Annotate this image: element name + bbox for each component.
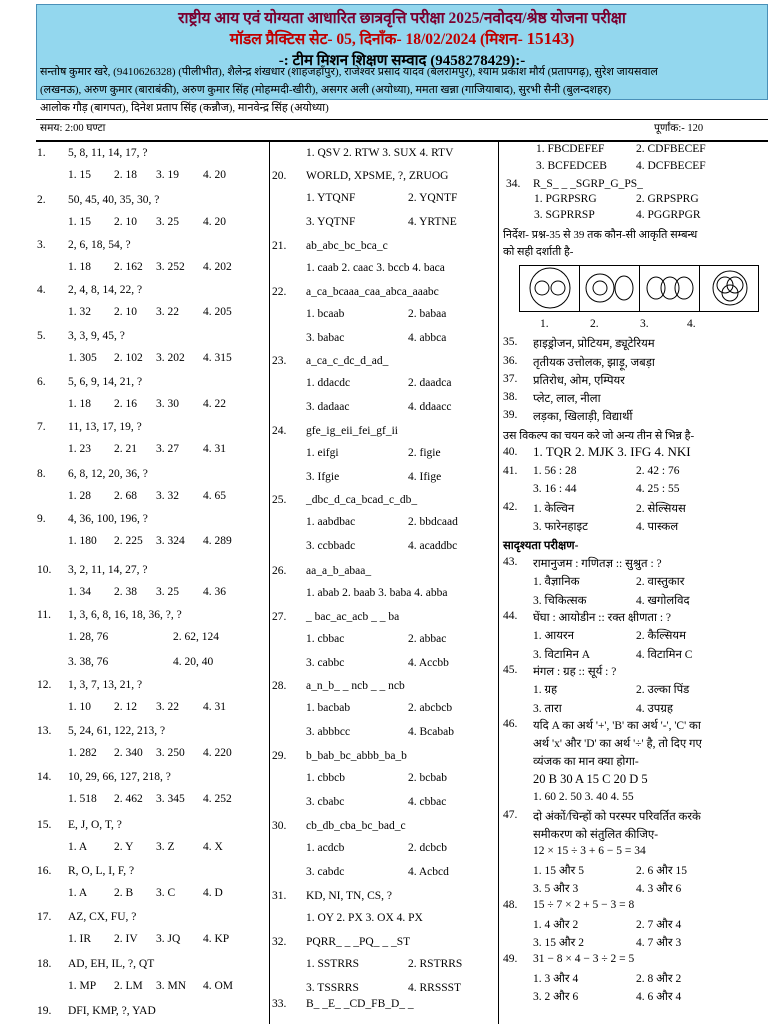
option: 2. 7 और 4 bbox=[636, 919, 682, 931]
option: 2. 8 और 2 bbox=[636, 973, 682, 985]
option: 2. 462 bbox=[114, 793, 143, 805]
question-number: 10. bbox=[37, 564, 52, 576]
question-text: समीकरण को संतुलित कीजिए- bbox=[533, 829, 659, 841]
question-expression: 20 B 30 A 15 C 20 D 5 bbox=[533, 772, 648, 786]
question-number: 45. bbox=[503, 664, 518, 676]
question-number: 6. bbox=[37, 376, 46, 388]
option: 2. daadca bbox=[408, 377, 452, 389]
option: 1. IR bbox=[68, 933, 91, 945]
option: 1. PGRPSRG bbox=[534, 193, 597, 205]
question-text: a_ca_c_dc_d_ad_ bbox=[306, 355, 389, 367]
option: 2. babaa bbox=[408, 308, 447, 320]
option: 1. bcaab bbox=[306, 308, 345, 320]
option-line: 1. 60 2. 50 3. 40 4. 55 bbox=[533, 791, 634, 803]
option: 4. 220 bbox=[203, 747, 232, 759]
option: 3. dadaac bbox=[306, 401, 350, 413]
option: 2. 62, 124 bbox=[173, 631, 219, 643]
total-marks: पूर्णांक:- 120 bbox=[654, 123, 704, 134]
question-text: 1, 3, 6, 8, 16, 18, 36, ?, ? bbox=[68, 609, 182, 621]
question-expression: 15 ÷ 7 × 2 + 5 − 3 = 8 bbox=[533, 899, 635, 911]
question-number: 16. bbox=[37, 865, 52, 877]
teacher-list-line: सन्तोष कुमार खरे, (9410626328) (पीलीभीत), शैलेन्द्र शंखधार (शाहजहाँपुर), राजेश्वर प्रसाद यादव (बलरामपुर), श्याम प्रकाश मौर्य (प्रतापगढ़), सुरेश जायसवाल bbox=[40, 66, 658, 78]
option: 1. YTQNF bbox=[306, 192, 356, 204]
option: 2. 10 bbox=[114, 216, 137, 228]
option: 2. B bbox=[114, 887, 134, 899]
option: 4. Acbcd bbox=[408, 866, 449, 878]
option: 2. GRPSPRG bbox=[636, 193, 699, 205]
question-text: a_ca_bcaaa_caa_abca_aaabc bbox=[306, 286, 439, 298]
option: 3. 22 bbox=[156, 306, 179, 318]
question-text: PQRR_ _ _PQ_ _ _ST bbox=[306, 936, 411, 948]
option: 4. 31 bbox=[203, 443, 226, 455]
option: 3. 15 और 2 bbox=[533, 937, 584, 949]
exam-time: समय: 2:00 घण्टा bbox=[40, 123, 106, 134]
question-text: b_bab_bc_abbb_ba_b bbox=[306, 750, 407, 762]
option: 3. 22 bbox=[156, 701, 179, 713]
question-number: 39. bbox=[503, 409, 518, 421]
figure-label: 2. bbox=[590, 318, 599, 330]
option: 3. 38, 76 bbox=[68, 656, 109, 668]
section-heading: सादृश्यता परीक्षण- bbox=[503, 540, 579, 552]
info-bar bbox=[40, 121, 764, 138]
option: 1. bacbab bbox=[306, 702, 351, 714]
option: 1. केल्विन bbox=[533, 503, 575, 515]
question-number: 34. bbox=[506, 178, 521, 190]
option: 3. cabbc bbox=[306, 657, 345, 669]
question-text: DFI, KMP, ?, YAD bbox=[68, 1005, 156, 1017]
team-name: -: टीम मिशन शिक्षण सम्वाद (9458278429):- bbox=[278, 53, 526, 69]
question-number: 29. bbox=[272, 750, 287, 762]
option: 3. 25 bbox=[156, 586, 179, 598]
option: 3. फारेनहाइट bbox=[533, 521, 588, 533]
question-text: 2, 4, 8, 14, 22, ? bbox=[68, 284, 143, 296]
question-number: 4. bbox=[37, 284, 46, 296]
option: 1. aabdbac bbox=[306, 516, 356, 528]
option: 3. Ifgie bbox=[306, 471, 340, 483]
option: 4. 22 bbox=[203, 398, 226, 410]
question-number: 7. bbox=[37, 421, 46, 433]
question-number: 38. bbox=[503, 391, 518, 403]
direction-text: उस विकल्प का चयन करे जो अन्य तीन से भिन्न है- bbox=[503, 430, 695, 442]
option: 3. SGPRRSP bbox=[534, 209, 595, 221]
question-text: cb_db_cba_bc_bad_c bbox=[306, 820, 406, 832]
question-text: _ bac_ac_acb _ _ ba bbox=[306, 611, 400, 623]
option: 2. वास्तुकार bbox=[636, 576, 685, 588]
option: 1. 518 bbox=[68, 793, 97, 805]
option: 3. 16 : 44 bbox=[533, 483, 577, 495]
question-text: यदि A का अर्थ '+', 'B' का अर्थ '-', 'C' का bbox=[533, 720, 701, 732]
figure-label: 1. bbox=[540, 318, 549, 330]
option: 3. cabdc bbox=[306, 866, 345, 878]
question-number: 47. bbox=[503, 809, 518, 821]
question-text: 1, 3, 7, 13, 21, ? bbox=[68, 679, 143, 691]
question-text: ab_abc_bc_bca_c bbox=[306, 240, 388, 252]
question-text: दो अंकों/चिन्हों को परस्पर परिवर्तित करके bbox=[533, 811, 701, 823]
option: 2. LM bbox=[114, 980, 143, 992]
question-text: व्यंजक का मान क्या होगा- bbox=[533, 756, 639, 768]
option: 4. 252 bbox=[203, 793, 232, 805]
question-text: हाइड्रोजन, प्रोटियम, ड्यूटेरियम bbox=[533, 338, 655, 350]
option: 1. SSTRRS bbox=[306, 958, 360, 970]
option: 1. 15 bbox=[68, 216, 91, 228]
question-number: 13. bbox=[37, 725, 52, 737]
option: 4. उपग्रह bbox=[636, 703, 673, 715]
option: 3. 2 और 6 bbox=[533, 991, 579, 1003]
option: 4. cbbac bbox=[408, 796, 447, 808]
option: 4. 289 bbox=[203, 535, 232, 547]
option: 2. abcbcb bbox=[408, 702, 453, 714]
question-number: 37. bbox=[503, 373, 518, 385]
option-line: 1. abab 2. baab 3. baba 4. abba bbox=[306, 587, 448, 599]
question-number: 11. bbox=[37, 609, 51, 621]
option: 1. 28 bbox=[68, 490, 91, 502]
option: 2. 6 और 15 bbox=[636, 865, 687, 877]
option: 4. 3 और 6 bbox=[636, 883, 682, 895]
option: 3. 25 bbox=[156, 216, 179, 228]
option: 2. figie bbox=[408, 447, 441, 459]
option: 2. abbac bbox=[408, 633, 447, 645]
option: 4. 25 : 55 bbox=[636, 483, 680, 495]
option: 1. 305 bbox=[68, 352, 97, 364]
option: 1. 180 bbox=[68, 535, 97, 547]
question-number: 42. bbox=[503, 501, 518, 513]
option: 2. 225 bbox=[114, 535, 143, 547]
question-number: 2. bbox=[37, 194, 46, 206]
question-text: मंगल : ग्रह :: सूर्य : ? bbox=[533, 666, 617, 678]
question-text: 3, 2, 11, 14, 27, ? bbox=[68, 564, 148, 576]
question-number: 26. bbox=[272, 565, 287, 577]
question-number: 49. bbox=[503, 953, 518, 965]
teacher-list-line: (लखनऊ), अरुण कुमार (बाराबंकी), अरुण कुमार सिंह (मोहम्मदी-खीरी), असगर अली (अयोध्या), ममता खन्ना (गाजियाबाद), सुरभी सैनी (बुलन्दशहर) bbox=[40, 84, 611, 96]
question-text: B_ _E_ _CD_FB_D_ _ bbox=[306, 998, 414, 1010]
option: 4. abbca bbox=[408, 332, 447, 344]
mission-number: 15143 bbox=[526, 29, 570, 48]
venn-figure-options bbox=[519, 265, 759, 312]
divider bbox=[36, 119, 768, 120]
question-text: 2, 6, 18, 54, ? bbox=[68, 239, 131, 251]
option: 4. 36 bbox=[203, 586, 226, 598]
option: 3. 345 bbox=[156, 793, 185, 805]
option: 1. 15 और 5 bbox=[533, 865, 584, 877]
question-text: 3, 3, 9, 45, ? bbox=[68, 330, 125, 342]
question-text: KD, NI, TN, CS, ? bbox=[306, 890, 393, 902]
option: 4. 20 bbox=[203, 169, 226, 181]
option: 3. 32 bbox=[156, 490, 179, 502]
option: 4. 202 bbox=[203, 261, 232, 273]
option: 3. विटामिन A bbox=[533, 649, 591, 661]
question-text: रामानुजम : गणितज्ञ :: सुश्रुत : ? bbox=[533, 558, 662, 570]
direction-text: निर्देश- प्रश्न-35 से 39 तक कौन-सी आकृति सम्बन्ध bbox=[503, 229, 698, 241]
option: 3. JQ bbox=[156, 933, 181, 945]
column-divider bbox=[269, 142, 270, 1024]
question-number: 30. bbox=[272, 820, 287, 832]
option: 1. वैज्ञानिक bbox=[533, 576, 580, 588]
option: 2. IV bbox=[114, 933, 138, 945]
option: 1. eifgi bbox=[306, 447, 339, 459]
question-text: 6, 8, 12, 20, 36, ? bbox=[68, 468, 148, 480]
option: 1. 18 bbox=[68, 398, 91, 410]
option-line: 1. caab 2. caac 3. bccb 4. baca bbox=[306, 262, 445, 274]
question-text: gfe_ig_eii_fei_gf_ii bbox=[306, 425, 398, 437]
question-number: 40. bbox=[503, 446, 518, 458]
question-number: 41. bbox=[503, 465, 518, 477]
practice-set-title: मॉडल प्रैक्टिस सेट- 05, दिनाँक- 18/02/2024 (मिशन- 15143) bbox=[229, 29, 575, 48]
option: 2. 102 bbox=[114, 352, 143, 364]
venn-figure-3 bbox=[640, 266, 700, 311]
question-number: 33. bbox=[272, 998, 287, 1010]
option: 2. सेल्सियस bbox=[636, 503, 686, 515]
question-number: 48. bbox=[503, 899, 518, 911]
option: 3. चिकित्सक bbox=[533, 595, 587, 607]
option: 4. PGGRPGR bbox=[636, 209, 701, 221]
option: 3. YQTNF bbox=[306, 216, 356, 228]
option: 2. 12 bbox=[114, 701, 137, 713]
option: 2. 21 bbox=[114, 443, 137, 455]
option: 4. OM bbox=[203, 980, 234, 992]
option: 1. FBCDEFEF bbox=[536, 143, 605, 155]
question-number: 23. bbox=[272, 355, 287, 367]
option: 2. 68 bbox=[114, 490, 137, 502]
question-text: 5, 8, 11, 14, 17, ? bbox=[68, 147, 148, 159]
question-text: 5, 6, 9, 14, 21, ? bbox=[68, 376, 143, 388]
option: 3. abbbcc bbox=[306, 726, 351, 738]
option: 4. 20 bbox=[203, 216, 226, 228]
question-number: 46. bbox=[503, 718, 518, 730]
question-text: अर्थ 'x' और 'D' का अर्थ '÷' है, तो दिए गए bbox=[533, 738, 702, 750]
option: 1. ddacdc bbox=[306, 377, 351, 389]
question-text: a_n_b_ _ ncb _ _ ncb bbox=[306, 680, 405, 692]
option: 1. cbbac bbox=[306, 633, 345, 645]
question-text: तृतीयक उत्तोलक, झाड़ू, जबड़ा bbox=[533, 357, 655, 369]
q19-options: 1. QSV 2. RTW 3. SUX 4. RTV bbox=[306, 147, 454, 159]
option: 4. Accbb bbox=[408, 657, 449, 669]
option: 2. CDFBECEF bbox=[636, 143, 706, 155]
question-text: 5, 24, 61, 122, 213, ? bbox=[68, 725, 166, 737]
option: 4. 20, 40 bbox=[173, 656, 214, 668]
option-line: 1. OY 2. PX 3. OX 4. PX bbox=[306, 912, 423, 924]
venn-figure-1 bbox=[520, 266, 580, 311]
exam-title: राष्ट्रीय आय एवं योग्यता आधारित छात्रवृत्ति परीक्षा 2025/नवोदय/श्रेष्ठ योजना परीक्षा bbox=[178, 10, 626, 27]
question-number: 1. bbox=[37, 147, 46, 159]
question-number: 20. bbox=[272, 170, 287, 182]
question-number: 5. bbox=[37, 330, 46, 342]
figure-label: 3. bbox=[640, 318, 649, 330]
option: 2. कैल्सियम bbox=[636, 630, 686, 642]
question-number: 36. bbox=[503, 355, 518, 367]
option: 4. RRSSST bbox=[408, 982, 462, 994]
divider bbox=[36, 140, 768, 142]
venn-figure-4 bbox=[700, 266, 760, 311]
option: 2. Y bbox=[114, 841, 134, 853]
option: 4. 31 bbox=[203, 701, 226, 713]
question-text: WORLD, XPSME, ?, ZRUOG bbox=[306, 170, 449, 182]
question-text: AZ, CX, FU, ? bbox=[68, 911, 137, 923]
question-text: _dbc_d_ca_bcad_c_db_ bbox=[306, 494, 418, 506]
option: 3. 5 और 3 bbox=[533, 883, 579, 895]
option: 2. bcbab bbox=[408, 772, 447, 784]
option: 2. bbdcaad bbox=[408, 516, 458, 528]
option: 4. DCFBECEF bbox=[636, 160, 706, 172]
question-text: 10, 29, 66, 127, 218, ? bbox=[68, 771, 171, 783]
question-number: 43. bbox=[503, 556, 518, 568]
question-number: 22. bbox=[272, 286, 287, 298]
option: 4. Ifige bbox=[408, 471, 442, 483]
question-text: R, O, L, I, F, ? bbox=[68, 865, 135, 877]
option: 4. खगोलविद bbox=[636, 595, 690, 607]
option: 1. cbbcb bbox=[306, 772, 345, 784]
option: 4. 205 bbox=[203, 306, 232, 318]
teacher-list-line: आलोक गौड़ (बागपत), दिनेश प्रताप सिंह (कन्नौज), मानवेन्द्र सिंह (अयोध्या) bbox=[40, 102, 329, 114]
option: 2. 162 bbox=[114, 261, 143, 273]
question-text: लड़का, खिलाड़ी, विद्यार्थी bbox=[533, 411, 633, 423]
option: 4. विटामिन C bbox=[636, 649, 693, 661]
option: 3. 202 bbox=[156, 352, 185, 364]
question-expression: 12 × 15 ÷ 3 + 6 − 5 = 34 bbox=[533, 845, 646, 857]
question-text: घेंघा : आयोडीन :: रक्त क्षीणता : ? bbox=[533, 612, 671, 624]
option: 1. MP bbox=[68, 980, 97, 992]
option: 4. D bbox=[203, 887, 223, 899]
option: 1. 34 bbox=[68, 586, 91, 598]
option: 1. 28, 76 bbox=[68, 631, 109, 643]
option: 3. 250 bbox=[156, 747, 185, 759]
question-number: 15. bbox=[37, 819, 52, 831]
option: 1. 10 bbox=[68, 701, 91, 713]
option: 2. 18 bbox=[114, 169, 137, 181]
question-text: प्लेट, लाल, नीला bbox=[533, 393, 601, 405]
option: 4. YRTNE bbox=[408, 216, 457, 228]
option: 1. A bbox=[68, 841, 88, 853]
option: 2. 16 bbox=[114, 398, 137, 410]
option: 2. YQNTF bbox=[408, 192, 458, 204]
option: 3. babac bbox=[306, 332, 345, 344]
question-text: प्रतिरोध, ओम, एम्पियर bbox=[533, 375, 625, 387]
option: 4. 65 bbox=[203, 490, 226, 502]
option: 3. ccbbadc bbox=[306, 540, 356, 552]
option: 4. 6 और 4 bbox=[636, 991, 682, 1003]
option: 2. RSTRRS bbox=[408, 958, 463, 970]
question-number: 12. bbox=[37, 679, 52, 691]
option: 1. 23 bbox=[68, 443, 91, 455]
option: 1. 282 bbox=[68, 747, 97, 759]
question-text: 1. TQR 2. MJK 3. IFG 4. NKI bbox=[533, 444, 691, 459]
option: 4. 7 और 3 bbox=[636, 937, 682, 949]
question-number: 17. bbox=[37, 911, 52, 923]
option: 3. cbabc bbox=[306, 796, 345, 808]
option: 2. उल्का पिंड bbox=[636, 684, 690, 696]
question-number: 21. bbox=[272, 240, 287, 252]
question-number: 25. bbox=[272, 494, 287, 506]
option: 2. 10 bbox=[114, 306, 137, 318]
question-number: 14. bbox=[37, 771, 52, 783]
option: 1. 56 : 28 bbox=[533, 465, 577, 477]
option: 2. 42 : 76 bbox=[636, 465, 680, 477]
option: 3. C bbox=[156, 887, 176, 899]
question-number: 8. bbox=[37, 468, 46, 480]
option: 2. dcbcb bbox=[408, 842, 447, 854]
option: 4. पास्कल bbox=[636, 521, 679, 533]
question-number: 3. bbox=[37, 239, 46, 251]
question-text: aa_a_b_abaa_ bbox=[306, 565, 372, 577]
question-text: E, J, O, T, ? bbox=[68, 819, 122, 831]
option: 3. BCFEDCEB bbox=[536, 160, 607, 172]
option: 1. 32 bbox=[68, 306, 91, 318]
option: 2. 340 bbox=[114, 747, 143, 759]
question-number: 24. bbox=[272, 425, 287, 437]
question-number: 31. bbox=[272, 890, 287, 902]
option: 3. Z bbox=[156, 841, 175, 853]
question-expression: 31 − 8 × 4 − 3 ÷ 2 = 5 bbox=[533, 953, 635, 965]
question-text: R_S_ _ _SGRP_G_PS_ bbox=[533, 178, 643, 190]
option: 4. X bbox=[203, 841, 223, 853]
question-text: 4, 36, 100, 196, ? bbox=[68, 513, 148, 525]
question-number: 32. bbox=[272, 936, 287, 948]
option: 1. 3 और 4 bbox=[533, 973, 579, 985]
option: 1. ग्रह bbox=[533, 684, 558, 696]
question-text: 11, 13, 17, 19, ? bbox=[68, 421, 142, 433]
question-text: 50, 45, 40, 35, 30, ? bbox=[68, 194, 160, 206]
column-divider bbox=[498, 142, 499, 1024]
option: 3. MN bbox=[156, 980, 187, 992]
question-number: 44. bbox=[503, 610, 518, 622]
option: 4. 315 bbox=[203, 352, 232, 364]
option: 3. 30 bbox=[156, 398, 179, 410]
option: 3. 252 bbox=[156, 261, 185, 273]
option: 3. 19 bbox=[156, 169, 179, 181]
question-text: AD, EH, IL, ?, QT bbox=[68, 958, 155, 970]
direction-text: को सही दर्शाती है- bbox=[503, 246, 574, 258]
option: 4. ddaacc bbox=[408, 401, 452, 413]
option: 1. acdcb bbox=[306, 842, 345, 854]
option: 1. 15 bbox=[68, 169, 91, 181]
option: 3. TSSRRS bbox=[306, 982, 359, 994]
option: 3. तारा bbox=[533, 703, 562, 715]
question-number: 28. bbox=[272, 680, 287, 692]
question-number: 18. bbox=[37, 958, 52, 970]
question-number: 19. bbox=[37, 1005, 52, 1017]
option: 2. 38 bbox=[114, 586, 137, 598]
question-number: 9. bbox=[37, 513, 46, 525]
option: 1. A bbox=[68, 887, 88, 899]
option: 3. 324 bbox=[156, 535, 185, 547]
option: 1. 4 और 2 bbox=[533, 919, 579, 931]
option: 4. Bcabab bbox=[408, 726, 454, 738]
question-number: 35. bbox=[503, 336, 518, 348]
venn-figure-2 bbox=[580, 266, 640, 311]
option: 4. KP bbox=[203, 933, 230, 945]
option: 4. acaddbc bbox=[408, 540, 458, 552]
figure-label: 4. bbox=[687, 318, 696, 330]
option: 1. 18 bbox=[68, 261, 91, 273]
option: 3. 27 bbox=[156, 443, 179, 455]
question-number: 27. bbox=[272, 611, 287, 623]
option: 1. आयरन bbox=[533, 630, 575, 642]
